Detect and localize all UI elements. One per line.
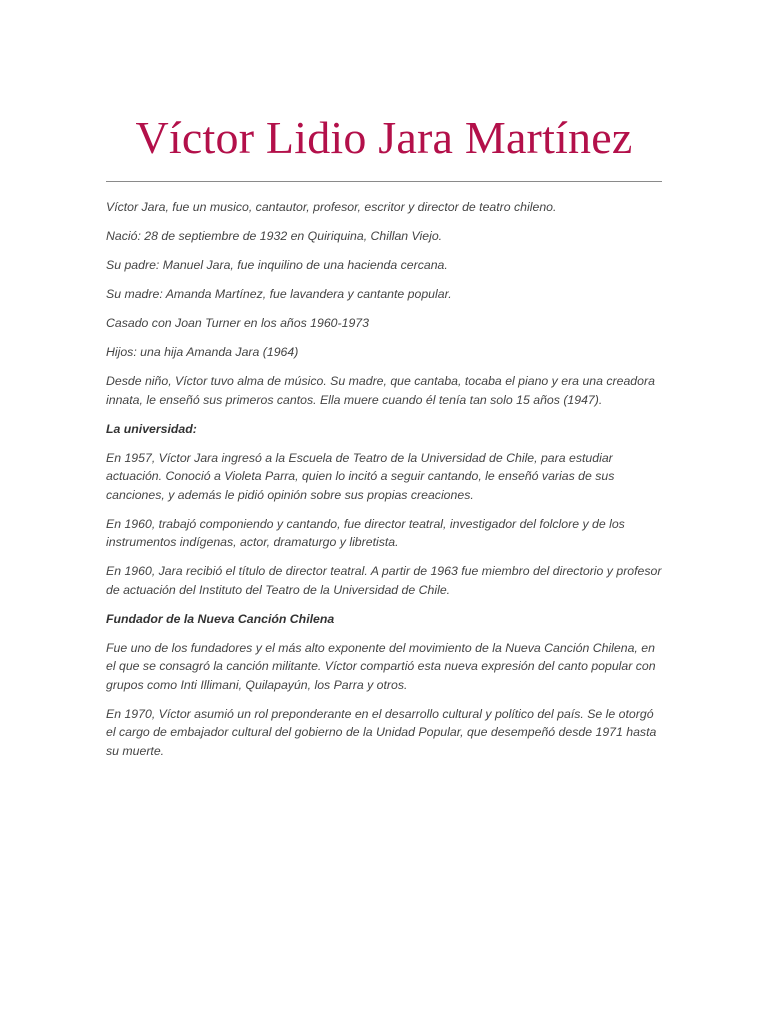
paragraph-founder: Fue uno de los fundadores y el más alto exponente del movimiento de la Nueva Canción Chilena, en el que se consagró la canción militante. Víctor compartió esta nueva expresión del canto popular con grupos como Inti Illimani, Quilapayún, los Parra y otros. [106, 640, 656, 692]
paragraph-mother: Su madre: Amanda Martínez, fue lavandera y cantante popular. [106, 287, 452, 301]
section-heading-nueva-cancion: Fundador de la Nueva Canción Chilena [106, 611, 335, 626]
paragraph-father: Su padre: Manuel Jara, fue inquilino de una hacienda cercana. [106, 258, 448, 272]
paragraph-university-1957: En 1957, Víctor Jara ingresó a la Escuela de Teatro de la Universidad de Chile, para estudiar actuación. Conoció a Violeta Parra, quien lo incitó a seguir cantando, le enseñó varias de sus canciones, y además le pidió opinión sobre sus propias creaciones. [106, 450, 615, 502]
paragraph-intro: Víctor Jara, fue un musico, cantautor, profesor, escritor y director de teatro chileno. [106, 200, 557, 214]
paragraph-children: Hijos: una hija Amanda Jara (1964) [106, 345, 299, 359]
paragraph-birth: Nació: 28 de septiembre de 1932 en Quiriquina, Chillan Viejo. [106, 229, 443, 243]
document-body [106, 198, 666, 771]
paragraph-director-title: En 1960, Jara recibió el título de director teatral. A partir de 1963 fue miembro del directorio y profesor de actuación del Instituto del Teatro de la Universidad de Chile. [106, 564, 662, 597]
paragraph-work-1960: En 1960, trabajó componiendo y cantando, fue director teatral, investigador del folclore y de los instrumentos indígenas, actor, dramaturgo y libretista. [106, 516, 625, 549]
title-divider [106, 181, 662, 182]
paragraph-marriage: Casado con Joan Turner en los años 1960-1973 [106, 316, 369, 330]
paragraph-1970: En 1970, Víctor asumió un rol preponderante en el desarrollo cultural y político del país. Se le otorgó el cargo de embajador cultural del gobierno de la Unidad Popular, que desempeñó desde 1971 hasta su muerte. [106, 706, 657, 758]
page-title: Víctor Lidio Jara Martínez [135, 112, 633, 163]
section-heading-university: La universidad: [106, 421, 197, 436]
paragraph-childhood: Desde niño, Víctor tuvo alma de músico. Su madre, que cantaba, tocaba el piano y era una creadora innata, le enseñó sus primeros cantos. Ella muere cuando él tenía tan solo 15 años (1947). [106, 374, 655, 407]
